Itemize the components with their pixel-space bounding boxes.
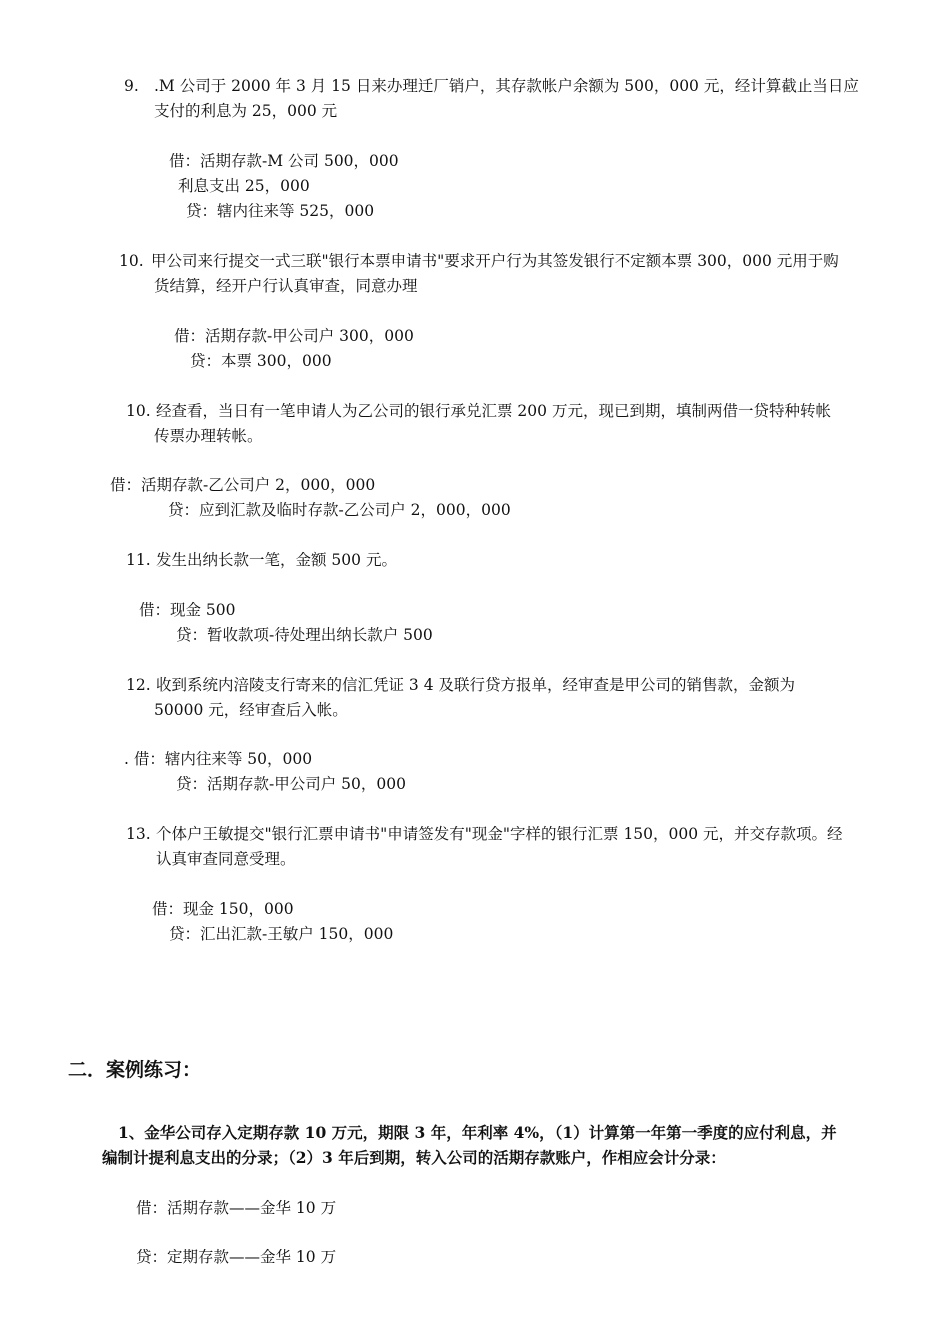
case-text: 1、金华公司存入定期存款 10 万元，期限 3 年，年利率 4%，（1）计算第一年第一季度的应付利息，并: [118, 1123, 837, 1142]
journal-entry: 贷：辖内往来等 525，000: [186, 202, 375, 220]
journal-entry: 借：现金 150，000: [152, 900, 294, 918]
item-text: 发生出纳长款一笔，金额 500 元。: [156, 551, 397, 569]
item-text: 50000 元，经审查后入帐。: [154, 701, 348, 719]
journal-entry: 贷：定期存款——金华 10 万: [136, 1248, 337, 1266]
item-number: 9.: [124, 77, 139, 95]
item-text: 甲公司来行提交一式三联"银行本票申请书"要求开户行为其签发银行不定额本票 300，000 元用于购: [151, 252, 839, 270]
journal-entry: 借：活期存款-乙公司户 2，000，000: [110, 476, 376, 494]
journal-entry: 利息支出 25，000: [178, 177, 310, 195]
journal-entry: 借：活期存款-M 公司 500，000: [169, 152, 399, 170]
item-text: 认真审查同意受理。: [156, 850, 296, 868]
journal-entry: 贷：本票 300，000: [190, 352, 332, 370]
item-text: 经查看，当日有一笔申请人为乙公司的银行承兑汇票 200 万元，现已到期，填制两借一贷特种转帐: [156, 402, 831, 420]
item-text: 收到系统内涪陵支行寄来的信汇凭证 3 4 及联行贷方报单，经审查是甲公司的销售款，金额为: [156, 676, 796, 694]
item-text: 支付的利息为 25，000 元: [154, 102, 338, 120]
journal-entry: 贷：汇出汇款-王敏户 150，000: [169, 925, 394, 943]
journal-entry: 借：活期存款——金华 10 万: [136, 1199, 337, 1217]
journal-entry: 借：现金 500: [139, 601, 236, 619]
item-number: 10.: [126, 402, 151, 420]
journal-entry: 借：活期存款-甲公司户 300，000: [174, 327, 414, 345]
journal-entry: 贷：应到汇款及临时存款-乙公司户 2，000，000: [168, 501, 511, 519]
journal-entry: . 借：辖内往来等 50，000: [124, 750, 313, 768]
section-title: 二．案例练习：: [68, 1059, 202, 1081]
journal-entry: 贷：暂收款项-待处理出纳长款户 500: [176, 626, 433, 644]
item-text: .M 公司于 2000 年 3 月 15 日来办理迁厂销户，其存款帐户余额为 500，000 元，经计算截止当日应: [154, 77, 859, 95]
item-number: 12.: [126, 676, 151, 694]
item-number: 13.: [126, 825, 151, 843]
item-text: 货结算，经开户行认真审查，同意办理: [154, 277, 418, 295]
item-text: 个体户王敏提交"银行汇票申请书"申请签发有"现金"字样的银行汇票 150，000 元，并交存款项。经: [156, 825, 843, 843]
item-number: 10.: [119, 252, 144, 270]
item-text: 传票办理转帐。: [154, 427, 263, 445]
journal-entry: 贷：活期存款-甲公司户 50，000: [176, 775, 406, 793]
item-number: 11.: [126, 551, 151, 569]
case-text: 编制计提利息支出的分录；（2）3 年后到期，转入公司的活期存款账户，作相应会计分录：: [102, 1148, 726, 1167]
